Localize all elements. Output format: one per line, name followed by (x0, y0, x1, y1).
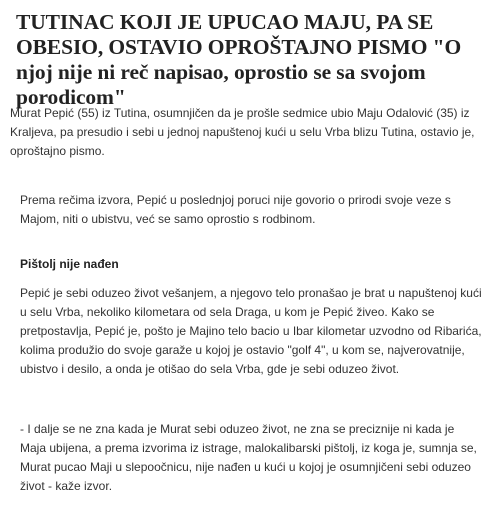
article-subheading: Pištolj nije nađen (20, 257, 119, 271)
article-paragraph-3: - I dalje se ne zna kada je Murat sebi oduzeo život, ne zna se preciznije ni kada je Maja ubijena, a prema izvorima iz istrage, malokalibarski pištolj, iz koga je, sumnja se, Murat pucao Maji u slepoočnicu, nije nađen u kući u kojoj je osumnjičeni sebi oduzeo život - kaže izvor. (20, 422, 477, 493)
article-paragraph-1: Prema rečima izvora, Pepić u poslednjoj poruci nije govorio o prirodi svoje veze s Majom, niti o ubistvu, već se samo oprostio s rodbinom. (20, 193, 451, 226)
article-headline: TUTINAC KOJI JE UPUCAO MAJU, PA SE OBESIO, OSTAVIO OPROŠTAJNO PISMO "O njoj nije ni reč napisao, oprostio se sa svojom porodicom" (16, 10, 462, 109)
article-paragraph-2: Pepić je sebi oduzeo život vešanjem, a njegovo telo pronašao je brat u napuštenoj kući u selu Vrba, nekoliko kilometara od sela Draga, u kom je Pepić živeo. Kako se pretpostavlja, Pepić je, pošto je Majino telo bacio u Ibar kilometar uzvodno od Ribarića, kolima produžio do svoje garaže u kojoj je ostavio "golf 4", u kom se, najverovatnije, ubistvo i desilo, a onda je otišao do sela Vrba, gde je sebi oduzeo život. (20, 286, 482, 376)
article-lead: Murat Pepić (55) iz Tutina, osumnjičen da je prošle sedmice ubio Maju Odalović (35) iz Kraljeva, pa presudio i sebi u jednoj napuštenoj kući u selu Vrba blizu Tutina, ostavio je, oproštajno pismo. (10, 106, 475, 158)
